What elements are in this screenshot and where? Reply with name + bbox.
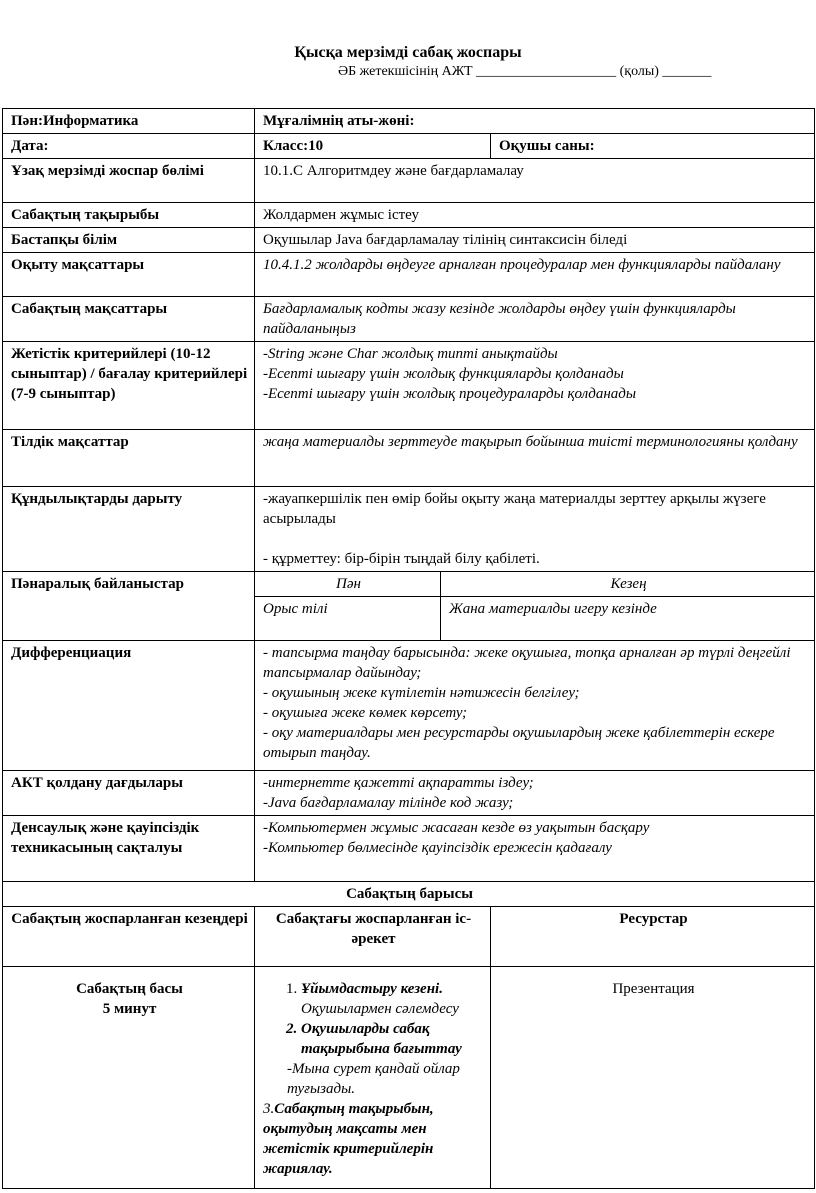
ict-values — [255, 771, 815, 816]
learning-objectives-label: Оқыту мақсаттары — [3, 253, 255, 297]
activity-item-3: 3.Сабақтың тақырыбын, оқытудың мақсаты мен жетістік критерийлерін жариялау. — [263, 1101, 434, 1177]
differentiation-item: - оқушының жеке күтілетін нәтижесін белгілеу; — [263, 685, 580, 701]
date-label: Дата: — [3, 134, 255, 159]
activity-cell — [255, 967, 491, 1189]
values-text-1: -жауапкершілік пен өмір бойы оқыту жаңа материалды зерттеу арқылы жүзеге асырылады — [263, 491, 766, 527]
signature-line: ӘБ жетекшісінің АЖТ ____________________ (қолы) _______ — [338, 64, 712, 79]
students-label: Оқушы саны: — [491, 134, 815, 159]
cross-subject-header: Пән — [255, 572, 441, 597]
health-safety-item: -Компьютермен жұмыс жасаған кезде өз уақытын басқару — [263, 820, 650, 836]
stages-column-header: Сабақтың жоспарланған кезеңдері — [3, 907, 255, 967]
health-safety-item: -Компьютер бөлмесінде қауіпсіздік ережесін қадағалу — [263, 840, 612, 856]
long-term-value: 10.1.С Алгоритмдеу және бағдарламалау — [255, 159, 815, 203]
document-title: Қысқа мерзімді сабақ жоспары — [294, 44, 522, 61]
health-safety-label: Денсаулық және қауіпсіздік техникасының сақталуы — [3, 816, 255, 882]
cross-curricular-label: Пәнаралық байланыстар — [3, 572, 255, 641]
class-label: Класс:10 — [255, 134, 491, 159]
ict-item: -интернетте қажетті ақпаратты іздеу; — [263, 775, 534, 791]
cross-stage-header: Кезең — [441, 572, 815, 597]
values-text-2: - құрметтеу: бір-бірін тыңдай білу қабілеті. — [263, 551, 540, 567]
ict-item: -Java бағдарламалау тілінде код жазу; — [263, 795, 514, 811]
cross-subject-value: Орыс тілі — [255, 597, 441, 641]
cross-stage-value: Жана материалды игеру кезінде — [441, 597, 815, 641]
lesson-objectives-label: Сабақтың мақсаттары — [3, 297, 255, 342]
lesson-objectives-value: Бағдарламалық кодты жазу кезінде жолдарды өңдеу үшін функцияларды пайдаланыңыз — [255, 297, 815, 342]
criteria-item: -String және Char жолдық типті анықтайды — [263, 346, 558, 362]
language-objectives-label: Тілдік мақсаттар — [3, 430, 255, 487]
long-term-label: Ұзақ мерзімді жоспар бөлімі — [3, 159, 255, 203]
learning-objectives-value: 10.4.1.2 жолдарды өңдеуге арналған процедуралар мен функцияларды пайдалану — [255, 253, 815, 297]
activity-item: 1. Ұйымдастыру кезені. Оқушылармен сәлемдесу — [301, 979, 484, 1019]
criteria-item: -Есепті шығару үшін жолдық процедураларды қолданады — [263, 386, 637, 402]
prior-knowledge-value: Оқушылар Java бағдарламалау тілінің синтаксисін біледі — [255, 228, 815, 253]
topic-value: Жолдармен жұмыс істеу — [255, 203, 815, 228]
prior-knowledge-label: Бастапқы білім — [3, 228, 255, 253]
health-safety-values — [255, 816, 815, 882]
teacher-label: Мұғалімнің аты-жөні: — [255, 109, 815, 134]
stage-time: 5 минут — [102, 1001, 157, 1017]
subject-label: Пән:Информатика — [3, 109, 255, 134]
stage-name: Сабақтың басы — [76, 981, 183, 997]
progress-section-title: Сабақтың барысы — [3, 882, 815, 907]
lesson-plan-table — [2, 108, 815, 1189]
differentiation-item: - оқу материалдары мен ресурстарды оқушылардың жеке қабілеттерін ескере отырып таңдау. — [263, 725, 775, 761]
values-label: Құндылықтарды дарыту — [3, 487, 255, 572]
stage-cell — [3, 967, 255, 1189]
resources-column-header: Ресурстар — [491, 907, 815, 967]
differentiation-item: - оқушыға жеке көмек көрсету; — [263, 705, 467, 721]
language-objectives-value: жаңа материалды зерттеуде тақырып бойынша тиісті терминологияны қолдану — [255, 430, 815, 487]
criteria-item: -Есепті шығару үшін жолдық функцияларды қолданады — [263, 366, 624, 382]
topic-label: Сабақтың тақырыбы — [3, 203, 255, 228]
criteria-label: Жетістік критерийлері (10-12 сыныптар) / бағалау критерийлері (7-9 сыныптар) — [3, 342, 255, 430]
differentiation-label: Дифференциация — [3, 641, 255, 771]
differentiation-values — [255, 641, 815, 771]
values-value — [255, 487, 815, 572]
resource-cell: Презентация — [491, 967, 815, 1189]
differentiation-item: - тапсырма таңдау барысында: жеке оқушыға, топқа арналған әр түрлі деңгейлі тапсырмалар дайындау; — [263, 645, 791, 681]
activity-column-header: Сабақтағы жоспарланған іс-әрекет — [255, 907, 491, 967]
criteria-values — [255, 342, 815, 430]
activity-list — [263, 979, 484, 1059]
activity-item: 2. Оқушыларды сабақ тақырыбына бағыттау — [301, 1019, 484, 1059]
activity-question: -Мына сурет қандай ойлар туғызады. — [287, 1061, 460, 1097]
ict-label: АКТ қолдану дағдылары — [3, 771, 255, 816]
